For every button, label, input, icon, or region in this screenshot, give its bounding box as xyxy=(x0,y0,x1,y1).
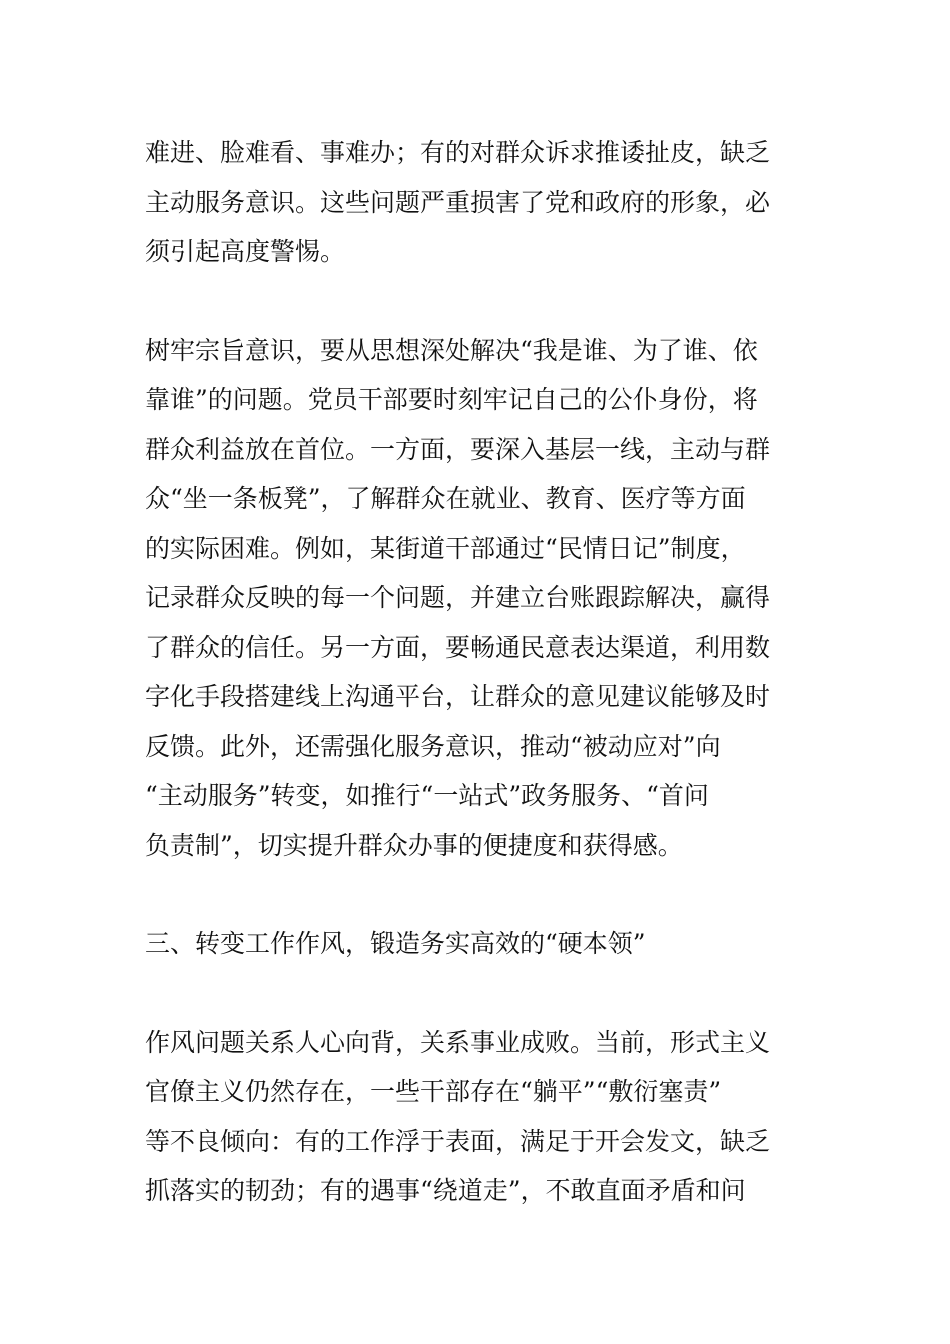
text-line: 负责制”，切实提升群众办事的便捷度和获得感。 xyxy=(145,830,683,860)
text-line: 靠谁”的问题。党员干部要时刻牢记自己的公仆身份，将 xyxy=(145,385,758,414)
text-line: 字化手段搭建线上沟通平台，让群众的意见建议能够及时 xyxy=(145,682,771,711)
text-line: “主动服务”转变，如推行“一站式”政务服务、“首问 xyxy=(145,781,709,810)
text-line: 难进、脸难看、事难办；有的对群众诉求推诿扯皮，缺乏 xyxy=(145,138,771,167)
text-line: 须引起高度警惕。 xyxy=(145,237,346,266)
document-body xyxy=(145,128,810,1216)
text-line: 树牢宗旨意识，要从思想深处解决“我是谁、为了谁、依 xyxy=(145,335,758,365)
text-line: 了群众的信任。另一方面，要畅通民意表达渠道，利用数 xyxy=(145,632,771,662)
text-line: 抓落实的韧劲；有的遇事“绕道走”，不敢直面矛盾和问 xyxy=(145,1176,746,1205)
section-heading xyxy=(145,919,810,969)
paragraph-4 xyxy=(145,1018,810,1216)
text-line: 主动服务意识。这些问题严重损害了党和政府的形象，必 xyxy=(145,187,771,217)
text-line: 众“坐一条板凳”，了解群众在就业、教育、医疗等方面 xyxy=(145,484,746,513)
paragraph-1 xyxy=(145,128,810,277)
text-line: 等不良倾向：有的工作浮于表面，满足于开会发文，缺乏 xyxy=(145,1126,771,1156)
paragraph-2 xyxy=(145,326,810,871)
text-line: 反馈。此外，还需强化服务意识，推动“被动应对”向 xyxy=(145,731,721,761)
text-line: 群众利益放在首位。一方面，要深入基层一线，主动与群 xyxy=(145,434,771,464)
text-line: 的实际困难。例如，某街道干部通过“民情日记”制度， xyxy=(145,533,746,563)
text-line: 记录群众反映的每一个问题，并建立台账跟踪解决，赢得 xyxy=(145,583,771,612)
heading-text: 三、转变工作作风，锻造务实高效的“硬本领” xyxy=(145,929,646,958)
text-line: 作风问题关系人心向背，关系事业成败。当前，形式主义 xyxy=(145,1027,771,1057)
text-line: 官僚主义仍然存在，一些干部存在“躺平”“敷衍塞责” xyxy=(145,1077,722,1106)
